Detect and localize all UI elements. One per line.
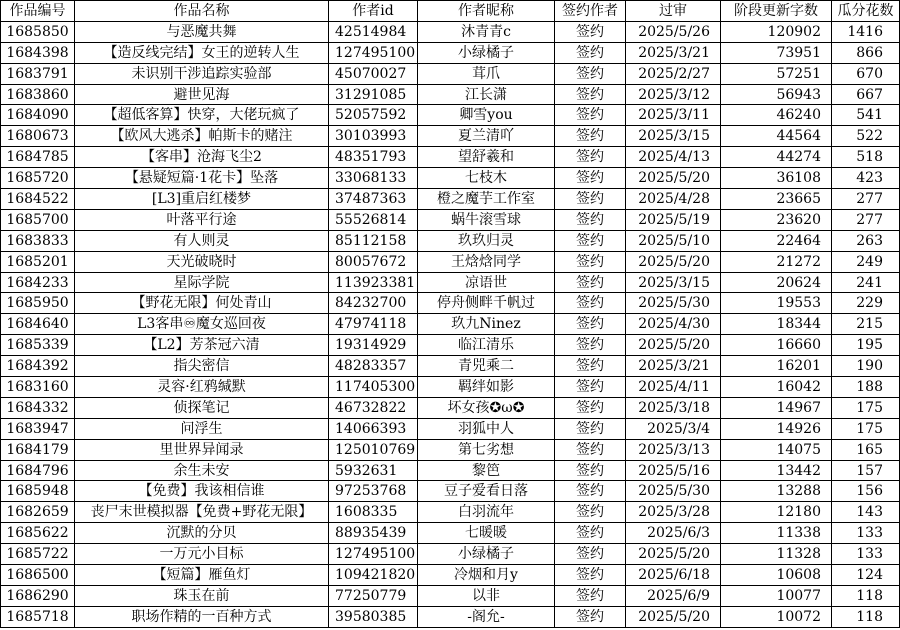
author-nickname-cell[interactable]: 凉语世 <box>418 272 555 293</box>
work-title-cell[interactable]: 里世界异闻录 <box>75 439 329 460</box>
approval-date-cell[interactable]: 2025/5/20 <box>626 544 721 565</box>
approval-date-cell[interactable]: 2025/5/16 <box>626 460 721 481</box>
signed-status-cell[interactable]: 签约 <box>555 544 626 565</box>
author-nickname-cell[interactable]: 白羽流年 <box>418 502 555 523</box>
work-id-cell[interactable]: 1680673 <box>1 126 75 147</box>
work-id-cell[interactable]: 1684179 <box>1 439 75 460</box>
flower-count-cell[interactable]: 175 <box>832 418 900 439</box>
signed-status-cell[interactable]: 签约 <box>555 293 626 314</box>
flower-count-cell[interactable]: 133 <box>832 523 900 544</box>
author-nickname-cell[interactable]: 沐青青c <box>418 21 555 42</box>
work-title-cell[interactable]: 【客串】沧海飞尘2 <box>75 147 329 168</box>
signed-status-cell[interactable]: 签约 <box>555 147 626 168</box>
word-count-cell[interactable]: 19553 <box>721 293 832 314</box>
word-count-cell[interactable]: 14075 <box>721 439 832 460</box>
approval-date-cell[interactable]: 2025/3/12 <box>626 84 721 105</box>
table-row <box>1 63 900 84</box>
author-id-cell[interactable]: 39580385 <box>329 606 418 627</box>
author-nickname-cell[interactable]: 豆子爱看日落 <box>418 481 555 502</box>
work-id-cell[interactable]: 1684398 <box>1 42 75 63</box>
signed-status-cell[interactable]: 签约 <box>555 251 626 272</box>
flower-count-cell[interactable]: 195 <box>832 335 900 356</box>
word-count-cell[interactable]: 57251 <box>721 63 832 84</box>
work-id-cell[interactable]: 1685700 <box>1 209 75 230</box>
header-signed-author[interactable]: 签约作者 <box>555 1 626 22</box>
author-nickname-cell[interactable]: 蜗牛滚雪球 <box>418 209 555 230</box>
author-id-cell[interactable]: 55526814 <box>329 209 418 230</box>
work-title-cell[interactable]: 【L2】芳茶冠六清 <box>75 335 329 356</box>
author-id-cell[interactable]: 14066393 <box>329 418 418 439</box>
word-count-cell[interactable]: 10608 <box>721 565 832 586</box>
work-title-cell[interactable]: [L3]重启红楼梦 <box>75 189 329 210</box>
word-count-cell[interactable]: 11338 <box>721 523 832 544</box>
author-nickname-cell[interactable]: 望舒羲和 <box>418 147 555 168</box>
author-nickname-cell[interactable]: 王焓焓同学 <box>418 251 555 272</box>
author-id-cell[interactable]: 42514984 <box>329 21 418 42</box>
approval-date-cell[interactable]: 2025/3/18 <box>626 397 721 418</box>
word-count-cell[interactable]: 18344 <box>721 314 832 335</box>
table-row <box>1 105 900 126</box>
table-row <box>1 126 900 147</box>
work-id-cell[interactable]: 1683860 <box>1 84 75 105</box>
work-id-cell[interactable]: 1684233 <box>1 272 75 293</box>
author-nickname-cell[interactable]: 临江清乐 <box>418 335 555 356</box>
work-title-cell[interactable]: 【超低客算】快穿，大佬玩疯了 <box>75 105 329 126</box>
word-count-cell[interactable]: 46240 <box>721 105 832 126</box>
work-id-cell[interactable]: 1686290 <box>1 585 75 606</box>
word-count-cell[interactable]: 13288 <box>721 481 832 502</box>
author-nickname-cell[interactable]: 七枝木 <box>418 168 555 189</box>
signed-status-cell[interactable]: 签约 <box>555 418 626 439</box>
flower-count-cell[interactable]: 541 <box>832 105 900 126</box>
approval-date-cell[interactable]: 2025/4/13 <box>626 147 721 168</box>
work-title-cell[interactable]: 问浮生 <box>75 418 329 439</box>
author-nickname-cell[interactable]: 坏女孩✪ω✪ <box>418 397 555 418</box>
author-id-cell[interactable]: 127495100 <box>329 42 418 63</box>
author-nickname-cell[interactable]: 七暖暖 <box>418 523 555 544</box>
table-row <box>1 84 900 105</box>
flower-count-cell[interactable]: 118 <box>832 606 900 627</box>
author-id-cell[interactable]: 117405300 <box>329 377 418 398</box>
author-nickname-cell[interactable]: 青兕乘二 <box>418 356 555 377</box>
author-nickname-cell[interactable]: 停舟侧畔千帆过 <box>418 293 555 314</box>
word-count-cell[interactable]: 23665 <box>721 189 832 210</box>
work-id-cell[interactable]: 1685720 <box>1 168 75 189</box>
approval-date-cell[interactable]: 2025/6/18 <box>626 565 721 586</box>
author-id-cell[interactable]: 97253768 <box>329 481 418 502</box>
author-nickname-cell[interactable]: 江长潇 <box>418 84 555 105</box>
work-title-cell[interactable]: 未识别干涉追踪实验部 <box>75 63 329 84</box>
word-count-cell[interactable]: 23620 <box>721 209 832 230</box>
word-count-cell[interactable]: 21272 <box>721 251 832 272</box>
author-nickname-cell[interactable]: 小绿橘子 <box>418 42 555 63</box>
flower-count-cell[interactable]: 667 <box>832 84 900 105</box>
word-count-cell[interactable]: 16660 <box>721 335 832 356</box>
approval-date-cell[interactable]: 2025/5/19 <box>626 209 721 230</box>
table-row <box>1 251 900 272</box>
signed-status-cell[interactable]: 签约 <box>555 126 626 147</box>
table-row <box>1 356 900 377</box>
work-title-cell[interactable]: 【悬疑短篇·1花卡】坠落 <box>75 168 329 189</box>
author-nickname-cell[interactable]: 卿雪you <box>418 105 555 126</box>
work-title-cell[interactable]: 叶落平行途 <box>75 209 329 230</box>
signed-status-cell[interactable]: 签约 <box>555 168 626 189</box>
header-work-id[interactable]: 作品编号 <box>1 1 75 22</box>
approval-date-cell[interactable]: 2025/3/11 <box>626 105 721 126</box>
author-id-cell[interactable]: 19314929 <box>329 335 418 356</box>
work-title-cell[interactable]: 侦探笔记 <box>75 397 329 418</box>
author-id-cell[interactable]: 48283357 <box>329 356 418 377</box>
work-title-cell[interactable]: 【免费】我该相信谁 <box>75 481 329 502</box>
work-id-cell[interactable]: 1684640 <box>1 314 75 335</box>
flower-count-cell[interactable]: 215 <box>832 314 900 335</box>
author-nickname-cell[interactable]: 玖九Ninez <box>418 314 555 335</box>
approval-date-cell[interactable]: 2025/5/30 <box>626 481 721 502</box>
work-id-cell[interactable]: 1685722 <box>1 544 75 565</box>
word-count-cell[interactable]: 56943 <box>721 84 832 105</box>
author-id-cell[interactable]: 113923381 <box>329 272 418 293</box>
table-body <box>1 21 900 627</box>
work-title-cell[interactable]: 丧尸末世模拟器【免费+野花无限】 <box>75 502 329 523</box>
header-row <box>1 1 900 22</box>
work-title-cell[interactable]: 【造反线完结】女王的逆转人生 <box>75 42 329 63</box>
author-nickname-cell[interactable]: 羁绊如影 <box>418 377 555 398</box>
signed-status-cell[interactable]: 签约 <box>555 63 626 84</box>
word-count-cell[interactable]: 14967 <box>721 397 832 418</box>
author-id-cell[interactable]: 85112158 <box>329 230 418 251</box>
signed-status-cell[interactable]: 签约 <box>555 189 626 210</box>
header-stage-word-count[interactable]: 阶段更新字数 <box>721 1 832 22</box>
flower-count-cell[interactable]: 124 <box>832 565 900 586</box>
work-id-cell[interactable]: 1683947 <box>1 418 75 439</box>
author-id-cell[interactable]: 52057592 <box>329 105 418 126</box>
approval-date-cell[interactable]: 2025/5/20 <box>626 168 721 189</box>
work-title-cell[interactable]: 指尖密信 <box>75 356 329 377</box>
approval-date-cell[interactable]: 2025/5/20 <box>626 606 721 627</box>
signed-status-cell[interactable]: 签约 <box>555 272 626 293</box>
word-count-cell[interactable]: 120902 <box>721 21 832 42</box>
signed-status-cell[interactable]: 签约 <box>555 21 626 42</box>
author-nickname-cell[interactable]: 小绿橘子 <box>418 544 555 565</box>
table-row <box>1 335 900 356</box>
table-row <box>1 460 900 481</box>
work-title-cell[interactable]: 余生未安 <box>75 460 329 481</box>
signed-status-cell[interactable]: 签约 <box>555 585 626 606</box>
signed-status-cell[interactable]: 签约 <box>555 356 626 377</box>
signed-status-cell[interactable]: 签约 <box>555 606 626 627</box>
author-id-cell[interactable]: 46732822 <box>329 397 418 418</box>
work-id-cell[interactable]: 1683791 <box>1 63 75 84</box>
work-id-cell[interactable]: 1685201 <box>1 251 75 272</box>
word-count-cell[interactable]: 44564 <box>721 126 832 147</box>
work-id-cell[interactable]: 1683833 <box>1 230 75 251</box>
approval-date-cell[interactable]: 2025/5/20 <box>626 251 721 272</box>
table-row <box>1 209 900 230</box>
signed-status-cell[interactable]: 签约 <box>555 84 626 105</box>
signed-status-cell[interactable]: 签约 <box>555 230 626 251</box>
table-row <box>1 293 900 314</box>
author-nickname-cell[interactable]: 夏兰清吖 <box>418 126 555 147</box>
approval-date-cell[interactable]: 2025/6/3 <box>626 523 721 544</box>
author-nickname-cell[interactable]: -阁允- <box>418 606 555 627</box>
table-row <box>1 565 900 586</box>
approval-date-cell[interactable]: 2025/3/13 <box>626 439 721 460</box>
work-id-cell[interactable]: 1685850 <box>1 21 75 42</box>
flower-count-cell[interactable]: 263 <box>832 230 900 251</box>
table-row <box>1 523 900 544</box>
author-id-cell[interactable]: 37487363 <box>329 189 418 210</box>
author-id-cell[interactable]: 125010769 <box>329 439 418 460</box>
approval-date-cell[interactable]: 2025/2/27 <box>626 63 721 84</box>
table-row <box>1 42 900 63</box>
approval-date-cell[interactable]: 2025/3/21 <box>626 42 721 63</box>
table-row <box>1 481 900 502</box>
flower-count-cell[interactable]: 229 <box>832 293 900 314</box>
work-title-cell[interactable]: 【短篇】雁鱼灯 <box>75 565 329 586</box>
flower-count-cell[interactable]: 156 <box>832 481 900 502</box>
table-row <box>1 21 900 42</box>
word-count-cell[interactable]: 73951 <box>721 42 832 63</box>
table-row <box>1 189 900 210</box>
work-title-cell[interactable]: 避世见海 <box>75 84 329 105</box>
table-row <box>1 147 900 168</box>
author-id-cell[interactable]: 31291085 <box>329 84 418 105</box>
work-id-cell[interactable]: 1684522 <box>1 189 75 210</box>
work-title-cell[interactable]: 与恶魔共舞 <box>75 21 329 42</box>
approval-date-cell[interactable]: 2025/4/30 <box>626 314 721 335</box>
work-title-cell[interactable]: L3客串♾魔女巡回夜 <box>75 314 329 335</box>
word-count-cell[interactable]: 16042 <box>721 377 832 398</box>
word-count-cell[interactable]: 12180 <box>721 502 832 523</box>
work-id-cell[interactable]: 1685339 <box>1 335 75 356</box>
signed-status-cell[interactable]: 签约 <box>555 105 626 126</box>
header-flower-share[interactable]: 瓜分花数 <box>832 1 900 22</box>
author-id-cell[interactable]: 5932631 <box>329 460 418 481</box>
flower-count-cell[interactable]: 866 <box>832 42 900 63</box>
table-row <box>1 439 900 460</box>
author-nickname-cell[interactable]: 黎笆 <box>418 460 555 481</box>
flower-count-cell[interactable]: 670 <box>832 63 900 84</box>
approval-date-cell[interactable]: 2025/4/11 <box>626 377 721 398</box>
word-count-cell[interactable]: 22464 <box>721 230 832 251</box>
signed-status-cell[interactable]: 签约 <box>555 397 626 418</box>
author-nickname-cell[interactable]: 以非 <box>418 585 555 606</box>
author-id-cell[interactable]: 1608335 <box>329 502 418 523</box>
header-work-title[interactable]: 作品名称 <box>75 1 329 22</box>
word-count-cell[interactable]: 11328 <box>721 544 832 565</box>
author-id-cell[interactable]: 109421820 <box>329 565 418 586</box>
author-id-cell[interactable]: 80057672 <box>329 251 418 272</box>
word-count-cell[interactable]: 14926 <box>721 418 832 439</box>
work-id-cell[interactable]: 1684796 <box>1 460 75 481</box>
word-count-cell[interactable]: 20624 <box>721 272 832 293</box>
flower-count-cell[interactable]: 143 <box>832 502 900 523</box>
word-count-cell[interactable]: 10077 <box>721 585 832 606</box>
flower-count-cell[interactable]: 1416 <box>832 21 900 42</box>
flower-count-cell[interactable]: 522 <box>832 126 900 147</box>
flower-count-cell[interactable]: 165 <box>832 439 900 460</box>
work-title-cell[interactable]: 灵容·红鸦缄默 <box>75 377 329 398</box>
author-nickname-cell[interactable]: 玖玖归灵 <box>418 230 555 251</box>
work-id-cell[interactable]: 1683160 <box>1 377 75 398</box>
author-id-cell[interactable]: 48351793 <box>329 147 418 168</box>
word-count-cell[interactable]: 13442 <box>721 460 832 481</box>
word-count-cell[interactable]: 10072 <box>721 606 832 627</box>
approval-date-cell[interactable]: 2025/3/21 <box>626 356 721 377</box>
author-nickname-cell[interactable]: 第七劣想 <box>418 439 555 460</box>
table-row <box>1 418 900 439</box>
author-nickname-cell[interactable]: 茸爪 <box>418 63 555 84</box>
table-row <box>1 544 900 565</box>
word-count-cell[interactable]: 16201 <box>721 356 832 377</box>
approval-date-cell[interactable]: 2025/5/10 <box>626 230 721 251</box>
signed-status-cell[interactable]: 签约 <box>555 481 626 502</box>
author-id-cell[interactable]: 77250779 <box>329 585 418 606</box>
signed-status-cell[interactable]: 签约 <box>555 42 626 63</box>
header-approval-date[interactable]: 过审 <box>626 1 721 22</box>
author-id-cell[interactable]: 47974118 <box>329 314 418 335</box>
work-id-cell[interactable]: 1684332 <box>1 397 75 418</box>
table-row <box>1 230 900 251</box>
approval-date-cell[interactable]: 2025/6/9 <box>626 585 721 606</box>
approval-date-cell[interactable]: 2025/5/30 <box>626 293 721 314</box>
approval-date-cell[interactable]: 2025/3/28 <box>626 502 721 523</box>
work-id-cell[interactable]: 1685948 <box>1 481 75 502</box>
work-title-cell[interactable]: 星际学院 <box>75 272 329 293</box>
work-title-cell[interactable]: 珠玉在前 <box>75 585 329 606</box>
header-author-nickname[interactable]: 作者昵称 <box>418 1 555 22</box>
flower-count-cell[interactable]: 175 <box>832 397 900 418</box>
approval-date-cell[interactable]: 2025/4/28 <box>626 189 721 210</box>
flower-count-cell[interactable]: 518 <box>832 147 900 168</box>
work-id-cell[interactable]: 1686500 <box>1 565 75 586</box>
flower-count-cell[interactable]: 190 <box>832 356 900 377</box>
work-id-cell[interactable]: 1684785 <box>1 147 75 168</box>
author-nickname-cell[interactable]: 冷烟和月y <box>418 565 555 586</box>
flower-count-cell[interactable]: 249 <box>832 251 900 272</box>
signed-status-cell[interactable]: 签约 <box>555 460 626 481</box>
signed-status-cell[interactable]: 签约 <box>555 565 626 586</box>
flower-count-cell[interactable]: 241 <box>832 272 900 293</box>
flower-count-cell[interactable]: 133 <box>832 544 900 565</box>
work-id-cell[interactable]: 1684090 <box>1 105 75 126</box>
table-row <box>1 397 900 418</box>
work-id-cell[interactable]: 1684392 <box>1 356 75 377</box>
approval-date-cell[interactable]: 2025/3/4 <box>626 418 721 439</box>
table-row <box>1 314 900 335</box>
work-id-cell[interactable]: 1685950 <box>1 293 75 314</box>
author-id-cell[interactable]: 127495100 <box>329 544 418 565</box>
word-count-cell[interactable]: 36108 <box>721 168 832 189</box>
work-title-cell[interactable]: 一万元小目标 <box>75 544 329 565</box>
signed-status-cell[interactable]: 签约 <box>555 377 626 398</box>
author-id-cell[interactable]: 30103993 <box>329 126 418 147</box>
signed-status-cell[interactable]: 签约 <box>555 335 626 356</box>
work-title-cell[interactable]: 沉默的分贝 <box>75 523 329 544</box>
work-title-cell[interactable]: 【野花无限】何处青山 <box>75 293 329 314</box>
author-id-cell[interactable]: 88935439 <box>329 523 418 544</box>
table-row <box>1 272 900 293</box>
work-title-cell[interactable]: 【欧风大逃杀】帕斯卡的赌注 <box>75 126 329 147</box>
flower-count-cell[interactable]: 277 <box>832 209 900 230</box>
flower-count-cell[interactable]: 277 <box>832 189 900 210</box>
table-row <box>1 606 900 627</box>
work-id-cell[interactable]: 1685622 <box>1 523 75 544</box>
approval-date-cell[interactable]: 2025/3/15 <box>626 272 721 293</box>
flower-count-cell[interactable]: 157 <box>832 460 900 481</box>
author-id-cell[interactable]: 33068133 <box>329 168 418 189</box>
signed-status-cell[interactable]: 签约 <box>555 523 626 544</box>
approval-date-cell[interactable]: 2025/3/15 <box>626 126 721 147</box>
word-count-cell[interactable]: 44274 <box>721 147 832 168</box>
table-row <box>1 585 900 606</box>
signed-status-cell[interactable]: 签约 <box>555 439 626 460</box>
work-id-cell[interactable]: 1682659 <box>1 502 75 523</box>
flower-count-cell[interactable]: 188 <box>832 377 900 398</box>
author-nickname-cell[interactable]: 橙之魔芋工作室 <box>418 189 555 210</box>
author-id-cell[interactable]: 84232700 <box>329 293 418 314</box>
table-row <box>1 377 900 398</box>
approval-date-cell[interactable]: 2025/5/26 <box>626 21 721 42</box>
author-nickname-cell[interactable]: 羽狐中人 <box>418 418 555 439</box>
signed-status-cell[interactable]: 签约 <box>555 314 626 335</box>
flower-count-cell[interactable]: 118 <box>832 585 900 606</box>
signed-status-cell[interactable]: 签约 <box>555 502 626 523</box>
flower-count-cell[interactable]: 423 <box>832 168 900 189</box>
work-id-cell[interactable]: 1685718 <box>1 606 75 627</box>
work-title-cell[interactable]: 天光破晓时 <box>75 251 329 272</box>
work-title-cell[interactable]: 有人则灵 <box>75 230 329 251</box>
author-id-cell[interactable]: 45070027 <box>329 63 418 84</box>
approval-date-cell[interactable]: 2025/5/20 <box>626 335 721 356</box>
signed-status-cell[interactable]: 签约 <box>555 209 626 230</box>
header-author-id[interactable]: 作者id <box>329 1 418 22</box>
work-title-cell[interactable]: 职场作精的一百种方式 <box>75 606 329 627</box>
table-row <box>1 168 900 189</box>
table-row <box>1 502 900 523</box>
